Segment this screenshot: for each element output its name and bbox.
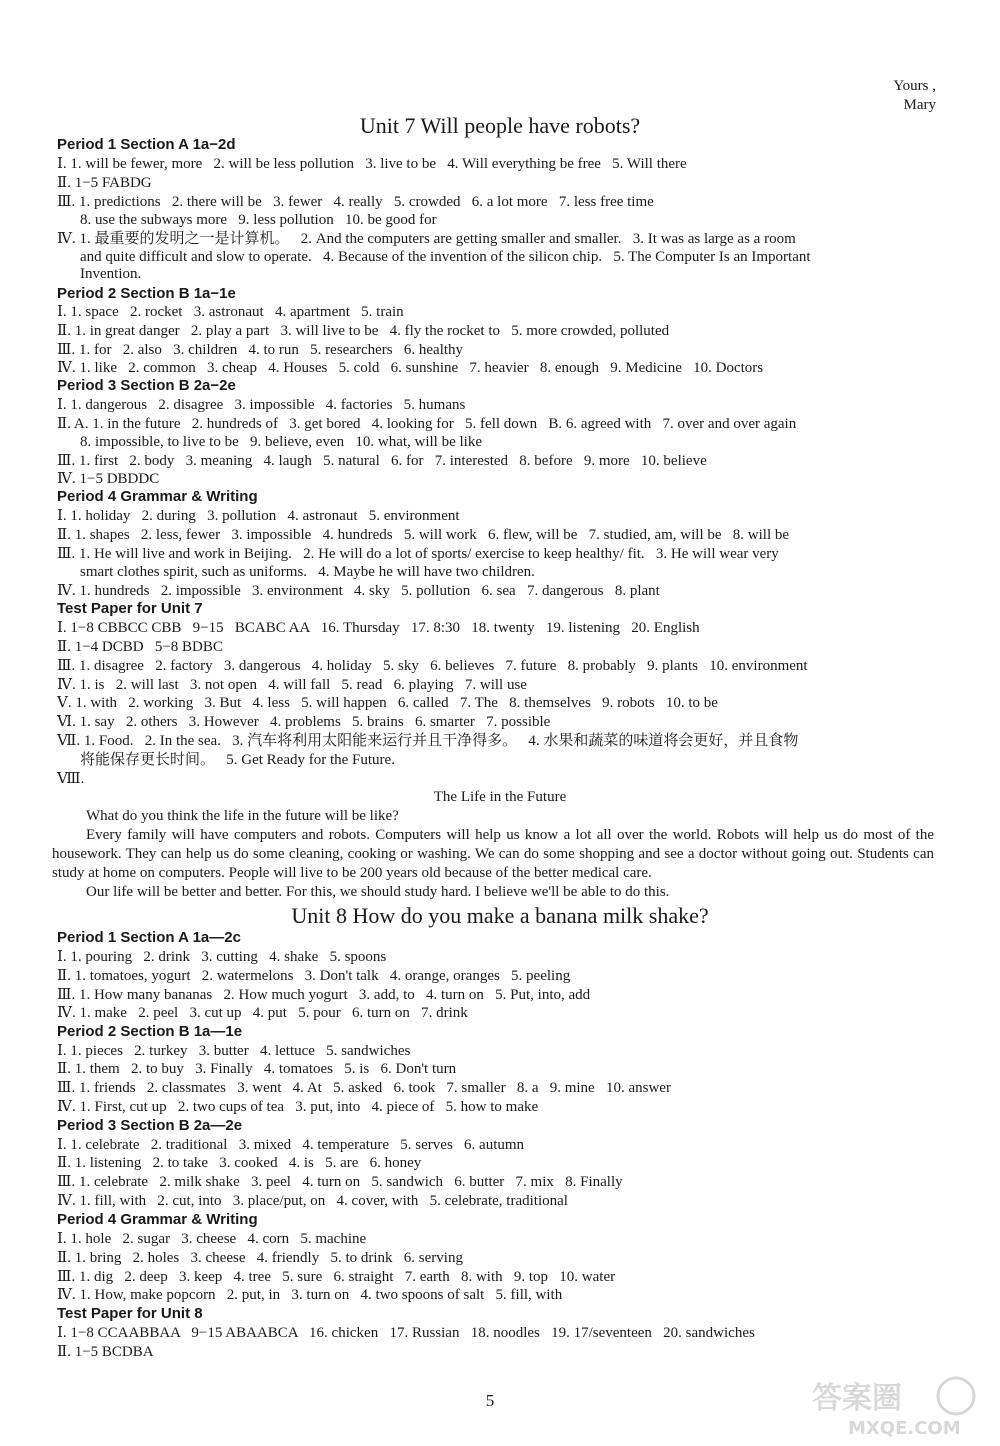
answer-line: Ⅱ. 1−5 FABDG	[57, 175, 152, 191]
essay-paragraph: What do you think the life in the future will be like?	[86, 808, 399, 824]
answer-line: Ⅳ. 1. First, cut up 2. two cups of tea 3. put, into 4. piece of 5. how to make	[57, 1099, 539, 1115]
unit8-period1-heading: Period 1 Section A 1a—2c	[57, 929, 241, 946]
answer-line: Ⅲ. 1. friends 2. classmates 3. went 4. At 5. asked 6. took 7. smaller 8. a 9. mine 10. answer	[57, 1080, 671, 1096]
answer-line: Ⅰ. 1. will be fewer, more 2. will be less pollution 3. live to be 4. Will everything be free 5. Will there	[57, 156, 687, 172]
answer-line: Ⅰ. 1. pieces 2. turkey 3. butter 4. lettuce 5. sandwiches	[57, 1043, 411, 1059]
answer-line: Ⅳ. 1−5 DBDDC	[57, 471, 160, 487]
answer-line: Ⅳ. 1. How, make popcorn 2. put, in 3. turn on 4. two spoons of salt 5. fill, with	[57, 1287, 563, 1303]
answer-line: 8. impossible, to live to be 9. believe, even 10. what, will be like	[80, 434, 483, 450]
answer-line: Ⅳ. 1. make 2. peel 3. cut up 4. put 5. pour 6. turn on 7. drink	[57, 1005, 468, 1021]
watermark-logo	[808, 1370, 978, 1440]
watermark-url: MXQE.COM	[848, 1418, 961, 1439]
watermark-text: 答案圈	[812, 1381, 902, 1416]
answer-line: Ⅰ. 1−8 CBBCC CBB 9−15 BCABC AA 16. Thursday 17. 8:30 18. twenty 19. listening 20. English	[57, 620, 700, 636]
signoff-yours: Yours ,	[893, 78, 936, 94]
answer-line: Ⅰ. 1. dangerous 2. disagree 3. impossible 4. factories 5. humans	[57, 397, 466, 413]
signoff-name: Mary	[903, 97, 936, 113]
answer-line: Ⅲ. 1. How many bananas 2. How much yogurt 3. add, to 4. turn on 5. Put, into, add	[57, 987, 591, 1003]
answer-line: Ⅰ. 1. holiday 2. during 3. pollution 4. astronaut 5. environment	[57, 508, 460, 524]
unit7-period1-heading: Period 1 Section A 1a−2d	[57, 136, 236, 153]
essay-paragraph: Our life will be better and better. For this, we should study hard. I believe we'll be able to do this.	[86, 884, 670, 900]
answer-line: Ⅱ. 1. them 2. to buy 3. Finally 4. tomatoes 5. is 6. Don't turn	[57, 1061, 457, 1077]
answer-line: Ⅲ. 1. celebrate 2. milk shake 3. peel 4. turn on 5. sandwich 6. butter 7. mix 8. Finally	[57, 1174, 623, 1190]
answer-line: Ⅲ. 1. for 2. also 3. children 4. to run 5. researchers 6. healthy	[57, 342, 464, 358]
answer-line: Ⅱ. 1−4 DCBD 5−8 BDBC	[57, 639, 223, 655]
unit7-title: Unit 7 Will people have robots?	[359, 113, 641, 138]
unit8-period3-heading: Period 3 Section B 2a—2e	[57, 1117, 243, 1134]
answer-line: Ⅱ. 1. tomatoes, yogurt 2. watermelons 3. Don't talk 4. orange, oranges 5. peeling	[57, 968, 571, 984]
answer-line: Ⅶ. 1. Food. 2. In the sea. 3. 汽车将利用太阳能来运行并且干净得多。 4. 水果和蔬菜的味道将会更好，并且食物	[57, 733, 799, 749]
answer-line: Ⅵ. 1. say 2. others 3. However 4. problems 5. brains 6. smarter 7. possible	[57, 714, 551, 730]
answer-line: Ⅱ. 1−5 BCDBA	[57, 1344, 154, 1360]
unit8-period4-heading: Period 4 Grammar & Writing	[57, 1211, 258, 1228]
answer-line: Ⅱ. 1. shapes 2. less, fewer 3. impossible 4. hundreds 5. will work 6. flew, will be 7. studied, am, will be 8. will be	[57, 527, 790, 543]
answer-line: Ⅳ. 1. like 2. common 3. cheap 4. Houses 5. cold 6. sunshine 7. heavier 8. enough 9. Medicine 10. Doctors	[57, 360, 764, 376]
unit7-test-heading: Test Paper for Unit 7	[57, 600, 203, 617]
answer-line: Ⅳ. 1. is 2. will last 3. not open 4. will fall 5. read 6. playing 7. will use	[57, 677, 527, 693]
unit8-period2-heading: Period 2 Section B 1a—1e	[57, 1023, 243, 1040]
page-number: 5	[485, 1391, 495, 1410]
answer-line: Ⅷ.	[57, 771, 85, 787]
unit8-test-heading: Test Paper for Unit 8	[57, 1305, 203, 1322]
answer-line: and quite difficult and slow to operate. 4. Because of the invention of the silicon chip. 5. The Computer Is an Important	[80, 249, 811, 265]
answer-line: Ⅱ. 1. bring 2. holes 3. cheese 4. friendly 5. to drink 6. serving	[57, 1250, 463, 1266]
answer-line: Ⅰ. 1−8 CCAABBAA 9−15 ABAABCA 16. chicken 17. Russian 18. noodles 19. 17/seventeen 20. sandwiches	[57, 1325, 755, 1341]
unit7-period3-heading: Period 3 Section B 2a−2e	[57, 377, 236, 394]
unit7-period4-heading: Period 4 Grammar & Writing	[57, 488, 258, 505]
answer-line: Ⅱ. 1. listening 2. to take 3. cooked 4. is 5. are 6. honey	[57, 1155, 422, 1171]
answer-line: Ⅳ. 1. 最重要的发明之一是计算机。 2. And the computers are getting smaller and smaller. 3. It was as large as a room	[57, 231, 796, 247]
answer-line: Ⅱ. 1. in great danger 2. play a part 3. will live to be 4. fly the rocket to 5. more crowded, polluted	[57, 323, 670, 339]
answer-line: 将能保存更长时间。 5. Get Ready for the Future.	[80, 752, 395, 768]
answer-line: Ⅲ. 1. first 2. body 3. meaning 4. laugh 5. natural 6. for 7. interested 8. before 9. more 10. believe	[57, 453, 707, 469]
answer-line: 8. use the subways more 9. less pollution 10. be good for	[80, 212, 437, 228]
unit8-title: Unit 8 How do you make a banana milk shake?	[291, 903, 709, 928]
answer-line: Invention.	[80, 266, 142, 282]
answer-line: Ⅰ. 1. hole 2. sugar 3. cheese 4. corn 5. machine	[57, 1231, 367, 1247]
answer-line: Ⅲ. 1. predictions 2. there will be 3. fewer 4. really 5. crowded 6. a lot more 7. less free time	[57, 194, 654, 210]
answer-line: Ⅳ. 1. hundreds 2. impossible 3. environment 4. sky 5. pollution 6. sea 7. dangerous 8. plant	[57, 583, 660, 599]
essay-title: The Life in the Future	[433, 789, 567, 805]
essay-paragraph: Every family will have computers and robots. Computers will help us know a lot all over the world. Robots will help us do most of the housework. They can help us do some cleaning, cooking or washing. We can do some shopping and see a doctor without going out. Students can study at home on computers. People will live to be 200 years old because of the better medical care.	[52, 827, 934, 881]
answer-line: smart clothes spirit, such as uniforms. 4. Maybe he will have two children.	[80, 564, 535, 580]
answer-line: Ⅳ. 1. fill, with 2. cut, into 3. place/put, on 4. cover, with 5. celebrate, traditional	[57, 1193, 568, 1209]
answer-line: Ⅴ. 1. with 2. working 3. But 4. less 5. will happen 6. called 7. The 8. themselves 9. robots 10. to be	[57, 695, 718, 711]
unit7-period2-heading: Period 2 Section B 1a−1e	[57, 285, 236, 302]
answer-line: Ⅲ. 1. He will live and work in Beijing. 2. He will do a lot of sports/ exercise to keep healthy/ fit. 3. He will wear very	[57, 546, 779, 562]
answer-line: Ⅰ. 1. pouring 2. drink 3. cutting 4. shake 5. spoons	[57, 949, 387, 965]
answer-line: Ⅰ. 1. space 2. rocket 3. astronaut 4. apartment 5. train	[57, 304, 404, 320]
answer-line: Ⅲ. 1. disagree 2. factory 3. dangerous 4. holiday 5. sky 6. believes 7. future 8. probably 9. plants 10. environment	[57, 658, 808, 674]
answer-line: Ⅰ. 1. celebrate 2. traditional 3. mixed 4. temperature 5. serves 6. autumn	[57, 1137, 525, 1153]
answer-line: Ⅲ. 1. dig 2. deep 3. keep 4. tree 5. sure 6. straight 7. earth 8. with 9. top 10. water	[57, 1269, 616, 1285]
answer-line: Ⅱ. A. 1. in the future 2. hundreds of 3. get bored 4. looking for 5. fell down B. 6. agreed with 7. over and over again	[57, 416, 797, 432]
